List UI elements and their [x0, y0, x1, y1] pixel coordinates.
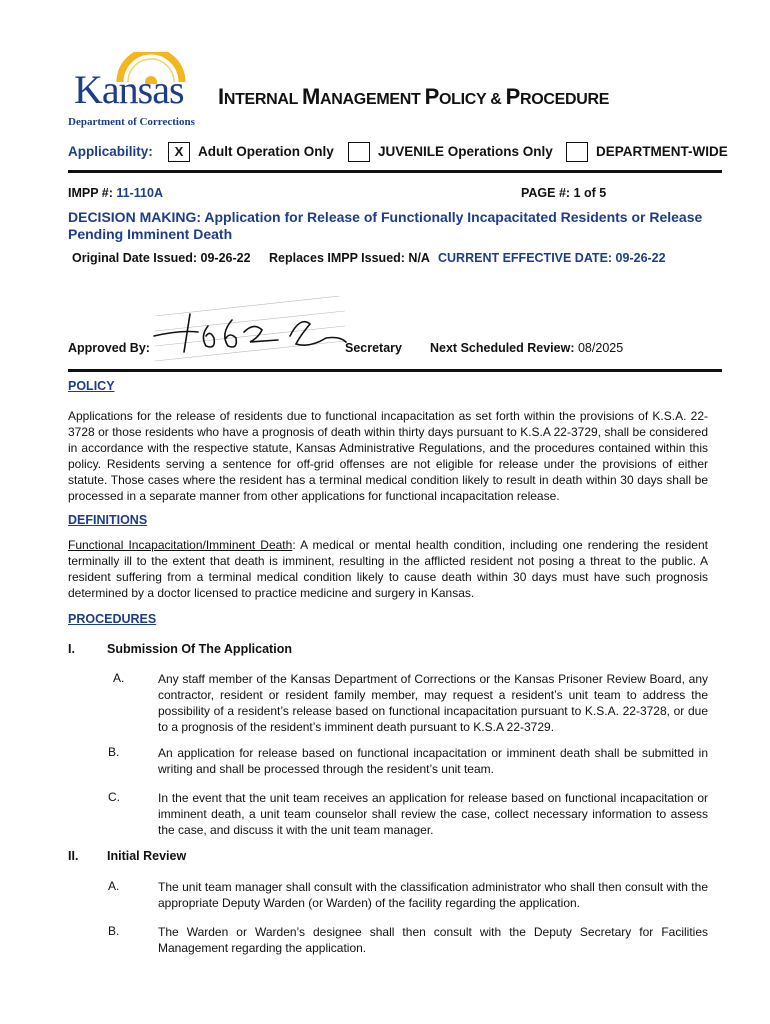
item-letter: B.: [108, 745, 120, 759]
juvenile-operations-checkbox[interactable]: [348, 142, 370, 162]
adult-operation-label: Adult Operation Only: [198, 144, 334, 159]
impp-number: IMPP #: 11-110A: [68, 186, 163, 200]
policy-text: Applications for the release of residents due to functional incapacitation as set forth within the provisions of K.S.A. 22-3728 or those residents who have a prognosis of death within thirty days pursuant to K.S.A 22-3729, shall be considered in accordance with the respective statute, Kansas Administrative Regulations, and the procedures contained within this policy. Residents serving a sentence for off-grid offenses are not eligible for release under the provisions of either statute. Those cases where the resident has a terminal medical condition likely to result in death within 30 days shall be processed in a separate manner from other applications for functional incapacitation release.: [68, 409, 708, 503]
section-title: Submission Of The Application: [107, 642, 292, 656]
section-numeral: I.: [68, 642, 75, 656]
item-letter: A.: [113, 671, 125, 685]
definitions-heading: DEFINITIONS: [68, 513, 148, 527]
item-letter: B.: [108, 924, 120, 938]
item-letter: A.: [108, 879, 120, 893]
logo-wordmark: Kansas: [74, 67, 184, 112]
procedures-heading: PROCEDURES: [68, 612, 157, 626]
signature-image: [150, 296, 350, 366]
adult-operation-checkbox[interactable]: X: [168, 142, 190, 162]
applicability-label: Applicability:: [68, 144, 153, 159]
original-date: Original Date Issued: 09-26-22: [72, 251, 251, 265]
secretary-label: Secretary: [345, 341, 402, 355]
kansas-logo: [74, 52, 194, 122]
section-title: Initial Review: [107, 849, 187, 863]
approved-by-label: Approved By:: [68, 341, 150, 355]
policy-subject: DECISION MAKING: Application for Release of Functionally Incapacitated Residents or Release Pending Imminent Death: [68, 209, 703, 242]
definition-term: Functional Incapacitation/Imminent Death: [68, 538, 293, 552]
divider: [68, 170, 722, 173]
next-review: Next Scheduled Review: 08/2025: [430, 341, 624, 355]
signature-icon: [150, 296, 350, 366]
page-number: PAGE #: 1 of 5: [521, 186, 607, 200]
department-wide-checkbox[interactable]: [566, 142, 588, 162]
item-letter: C.: [108, 790, 120, 804]
section-numeral: II.: [68, 849, 79, 863]
policy-heading: POLICY: [68, 379, 115, 393]
department-name: Department of Corrections: [68, 116, 195, 128]
current-effective-date: CURRENT EFFECTIVE DATE: 09-26-22: [438, 251, 666, 265]
list-item: The unit team manager shall consult with the classification administrator who shall then consult with the appropriate Deputy Warden (or Warden) of the facility regarding the application.: [158, 880, 708, 910]
juvenile-operations-label: JUVENILE Operations Only: [378, 144, 553, 159]
department-wide-label: DEPARTMENT-WIDE: [596, 144, 728, 159]
applicability-row: [68, 142, 768, 164]
document-title: INTERNAL MANAGEMENT POLICY & PROCEDURE: [218, 84, 610, 109]
definition-text: Functional Incapacitation/Imminent Death: A medical or mental health condition, including one rendering the resident terminally ill to the extent that death is imminent, resulting in the afflicted resident not posing a threat to the public. A resident suffering from a terminal medical condition likely to cause death within 30 days must have such prognosis determined by a doctor licensed to practice medicine and surgery in Kansas.: [68, 538, 708, 600]
list-item: The Warden or Warden’s designee shall then consult with the Deputy Secretary for Facilities Management regarding the application.: [158, 925, 708, 955]
replaces-impp: Replaces IMPP Issued: N/A: [269, 251, 430, 265]
list-item: In the event that the unit team receives an application for release based on functional incapacitation or imminent death, a unit team counselor shall review the case, collect necessary information to assess the case, and discuss it with the unit team manager.: [158, 791, 708, 837]
list-item: Any staff member of the Kansas Department of Corrections or the Kansas Prisoner Review Board, any contractor, resident or resident family member, may request a resident’s unit team to address the possibility of a resident’s release based on functional incapacitation pursuant to K.S.A. 22-3728, or due to a prognosis of the resident’s imminent death pursuant to K.S.A 22-3729.: [158, 672, 708, 734]
list-item: An application for release based on functional incapacitation or imminent death shall be submitted in writing and shall be processed through the resident’s unit team.: [158, 746, 708, 776]
divider: [68, 369, 722, 372]
